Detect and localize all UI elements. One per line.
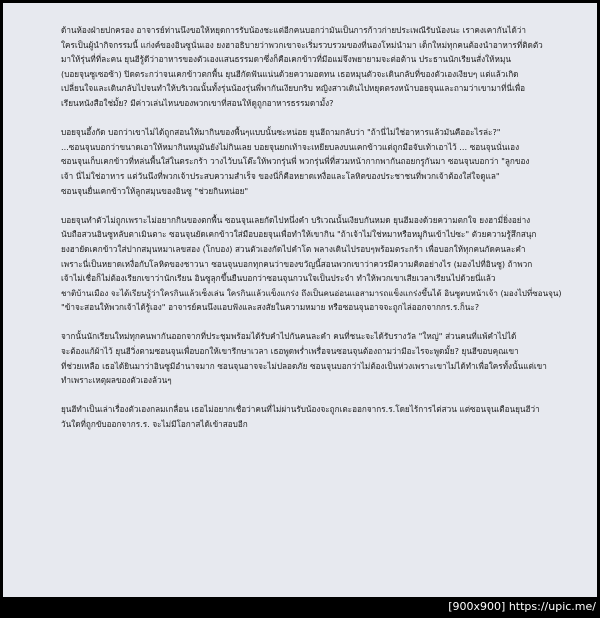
text-line: ซอนจุนยื่นเคกข้าวให้ลูกสมุนของอินซู "ช่วยกินหน่อย": [61, 185, 249, 196]
text-line: มาให้รุ่นที่ที่ละคน ยุนฮีรู้ดีว่าอาหารของตัวเองแสนธรรมดาซึ่งก็คือเคกข้าวที่มีอแม่จึงพยายามจะต่อต้าน ประธานนักเรียนสั่งให้หมุน: [61, 54, 511, 65]
text-line: "ข้าจะสอนให้พวกเจ้าได้รู้เอง" อาจารย์คนนึงแอบฟังและสงสัยในความหมาย หรือซอนจุนอาจจะถูกไล่ออกจากกร.ร.ก็นะ?: [61, 302, 480, 313]
text-line: วันใดที่ถูกขับออกจากร.ร. จะไม่มีโอกาสได้เข้าสอบอีก: [61, 419, 248, 430]
text-line: เจ้า นี่ไม่ใช่อาหาร แต่วันนึงที่พวกเจ้าประสบความสำเร็จ ของนี่ก็คือหยาดเหงื่อและโลหิตของประชาชนที่พวกเจ้าต้องใส่ใจดูแล": [61, 170, 500, 181]
paragraph: [61, 329, 561, 387]
text-line: ซอนจุนเก็บเคกข้าวที่หล่นพื้นใส่ในตระกร้า วางไว้บนโต๊ะให้พวกรุ่นพี่ พวกรุ่นพี่ที่สวมหน้ากากพากันถอยกรูกันมา ซอนจุนบอกว่า "ลูกของ: [61, 156, 530, 167]
text-line: ทำเพราะเหตุผลของตัวเองล้วนๆ: [61, 375, 172, 386]
text-line: (บอยจุนซูเซอซ้า) ปิดตระกว่าจนเคกข้าวตกพื้น ยุนฮีกัดฟันแน่นด้วยความอดทน เธอหมุนตัวจะเดินกลับที่ของตัวเองเงียบๆ แต่แล้วเกิด: [61, 68, 519, 79]
text-line: ยงฮายัดเคกข้าวใส่ปากสมุนหมาเลขสอง (โกบอง) สวนตัวเองกัดไปคำโต พลางเดินไปรอบๆพร้อมตระกร้า เพื่อบอกให้ทุกคนกัดคนละคำ: [61, 243, 526, 254]
paragraph: [61, 213, 561, 315]
text-line: ที่ช่วยเหลือ เธอได้ยินมาว่าอินซูมีอำนาจมาก ซอนจุนอาจจะไม่ปลอดภัย ซอนจุนบอกว่าไม่ต้องเป็นห่วงเพราะเขาไม่ได้ทำเพื่อใครทั้งนั้นแต่เขา: [61, 360, 547, 371]
image-host-watermark: [900x900] https://upic.me/: [448, 600, 596, 613]
document-body: [61, 23, 561, 446]
text-line: จะต้องแก้ผ้าไว้ ยุนฮีวิ่งตามซอนจุนเพื่อบอกให้เขารีกษาเวลา เธอพูดพร่ำเพรื่อจนซอนจุนต้องถามว่ามีอะไรจะพูดมั้ย? ยุนฮีขอบคุณเขา: [61, 346, 519, 357]
text-line: เจ้าไม่เชื่อก็ไม่ต้องเรียกเขาว่านักเรียน อินซูลุกขึ้นยืนบอกว่าซอนจุนกวนใจเป็นประจำ ทำให้พวกเขาเสียเวลาเรียนไปด้วยนี่แล้ว: [61, 273, 496, 284]
text-line: เพราะนี่เป็นหยาดเหงื่อกับโลหิตของชาวนา ซอนจุนบอกทุกคนว่าของขวัญนี้สอนพวกเขาว่าควรมีความคิดอย่างไร (มองไปที่อินซู) ถ้าพวก: [61, 258, 533, 269]
text-line: บอยจุนทำตัวไม่ถูกเพราะไม่อยากกินของตกพื้น ซอนจุนเลยกัดไปหนึ่งคำ บริเวณนั้นเงียบกันหมด ยุนฮีมองด้วยความตกใจ ยงฮามี่ยิ่งอย่าง: [61, 214, 531, 225]
footer-bar: [0, 597, 600, 618]
paragraph: [61, 23, 561, 111]
text-line: บอยจุนอึ้งกัด บอกว่าเขาไม่ได้ถูกสอนให้มากินของพื้นๆแบบนั้นซะหน่อย ยุนฮีถามกลับว่า "ถ้านี่ไม่ใช่อาหารแล้วมันคืออะไรล่ะ?": [61, 127, 501, 138]
paragraph: [61, 125, 561, 198]
text-line: ยุนฮีทำเป็นเล่าเรื่องตัวเองกลมเกลื่อน เธอไม่อยากเชื่อว่าคนที่ไม่ผ่านรับน้องจะถูกเตะออกจากร.ร.โดยไร้การไต่สวน แต่ซอนจุนเตือนยุนฮีว่า: [61, 404, 540, 415]
text-line: จากนั้นนักเรียนใหม่ทุกคนพากันออกจากที่ประชุมพร้อมได้รับคำไปกันคนละคำ คนที่ชนะจะได้รับรางวัล "ใหญ่" ส่วนคนที่แพ้คำไปได้: [61, 331, 517, 342]
text-line: เปลี่ยนใจและเดินกลับไปจนทำให้บริเวณนั้นทั้งรุ่นน้องรุ่นพี่พากันเงียบกริบ หญิงสาวเดินไปหยุดตรงหน้าบอยจุนและถามว่าเขามาที่นี่เพื่อ: [61, 83, 526, 94]
document-page: [3, 3, 597, 597]
text-line: ชาติบ้านเมือง จะได้เรียนรู้ว่าใครกินแล้วเซ็งเล่น ใครกินแล้วแข็งแกร่ง ถึงเป็นคนอ่อนแอสามารถแข็งแกร่งขึ้นได้ อินซูตบหน้าเจ้า (มองไปที่ซอนจุน): [61, 287, 562, 298]
text-line: ใครเป็นผู้นำกิจกรรมนี้ แก่งค์ของอินซูนั่นเอง ยงฮาอธิบายว่าพวกเขาจะเริ่มรวบรวมของที่นองโหม่นำมา เด็กใหม่ทุกคนต้องนำอาหารที่ติดตัว: [61, 39, 543, 50]
text-line: นับถือสวนอินซูหลับตาเมินตาะ ซอนจุนยัดเคกข้าวใส่มือบอยจุนเพื่อทำให้เขากิน "ถ้าเจ้าไม่ใช่หมาหรือหมูกินเข้าไปซะ" ตัวยความรู้สึกสนุก: [61, 229, 537, 240]
text-line: ด้านห้องฝ่ายปกครอง อาจารย์ท่านนึงขอให้หยุดการรับน้องชะแต่อีกคนบอกว่ามันเป็นการก้าวก่ายประเพณีรับน้องนะ เราคงเคากันได้ว่า: [61, 25, 526, 35]
text-line: เรียนหนังสือใช่มั้ย? มีค่าวเล่นไหนของพวกเขาที่สอนให้ดูถูกอาหารธรรมดามั้ง?: [61, 97, 334, 108]
text-line: ...ซอนจุนบอกว่าขนาดเอาให้หมากินหมูมันยังไม่กินเลย บอยจุนยกเท้าจะเหยียบลงบนเคกข้าวแต่ถูกมือจับเท้าเอาไว้ ... ซอนจุนนั่นเอง: [61, 141, 520, 152]
paragraph: [61, 402, 561, 431]
